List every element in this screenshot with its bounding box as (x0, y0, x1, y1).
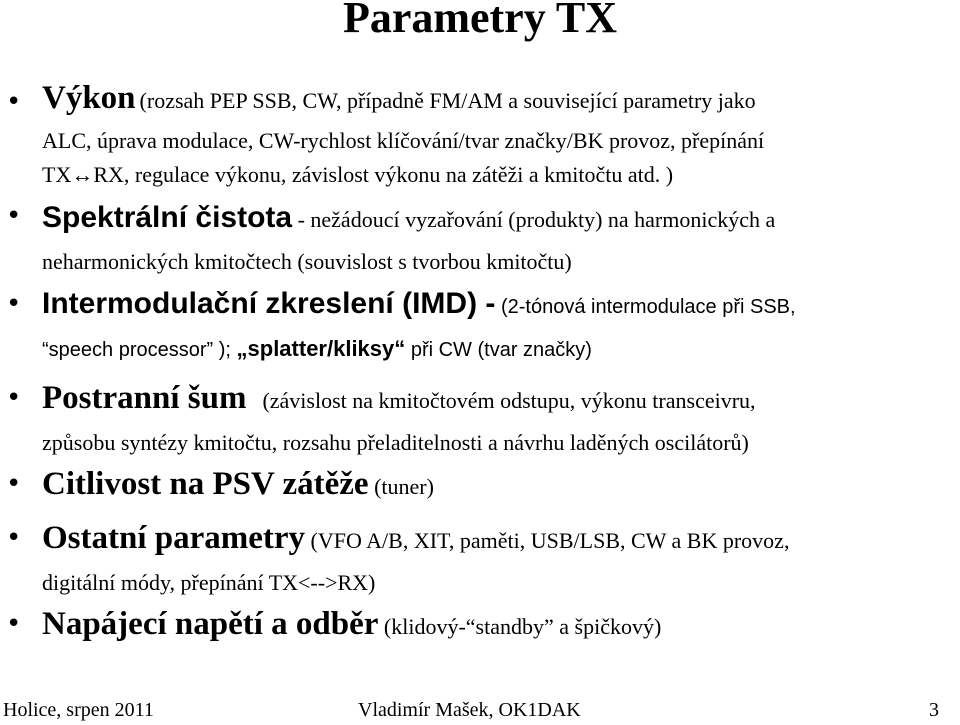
bullet-dot-icon: • (6, 523, 22, 553)
param-heading: Intermodulační zkreslení (IMD) - (42, 287, 496, 320)
param-heading: Spektrální čistota (42, 201, 293, 234)
footer-page-number: 3 (929, 699, 939, 721)
param-desc: “speech processor” ); (42, 339, 237, 361)
param-heading: Napájecí napětí a odběr (42, 606, 379, 642)
param-desc: (2-tónová intermodulace při SSB, (495, 296, 796, 318)
param-emphasis: „splatter/kliksy“ (236, 336, 406, 361)
param-item-spektralni-cistota (42, 196, 947, 279)
param-desc: při CW (tvar značky) (405, 339, 592, 361)
param-item-postranni-sum (42, 376, 947, 460)
param-desc: (závislost na kmitočtovém odstupu, výkonu transceivru, (262, 388, 756, 413)
param-desc: TX↔RX, regulace výkonu, závislost výkonu na zátěži a kmitočtu atd. ) (42, 162, 674, 187)
param-desc: (tuner) (368, 474, 434, 499)
param-desc: ALC, úprava modulace, CW-rychlost klíčování/tvar značky/BK provoz, přepínání (42, 128, 765, 153)
footer-location-date: Holice, srpen 2011 (3, 699, 154, 721)
bullet-dot-icon: • (6, 289, 22, 319)
param-heading: Citlivost na PSV zátěže (42, 466, 369, 502)
bullet-dot-icon: • (6, 201, 22, 231)
param-heading: Výkon (42, 80, 136, 116)
bullet-dot-icon: • (6, 383, 22, 413)
param-heading: Ostatní parametry (42, 520, 306, 556)
param-item-imd (42, 284, 947, 370)
param-desc: digitální módy, přepínání TX<-->RX) (42, 570, 376, 595)
footer-author: Vladimír Mašek, OK1DAK (358, 699, 581, 721)
bullet-dot-icon: • (6, 469, 22, 499)
param-desc: - nežádoucí vyzařování (produkty) na harmonických a (292, 207, 776, 232)
param-heading: Postranní šum (42, 380, 247, 416)
param-desc: (VFO A/B, XIT, paměti, USB/LSB, CW a BK provoz, (305, 528, 790, 553)
bullet-dot-icon: • (6, 609, 22, 639)
param-desc: způsobu syntézy kmitočtu, rozsahu přeladitelnosti a návrhu laděných oscilátorů) (42, 430, 749, 455)
slide-title: Parametry TX (342, 0, 618, 42)
param-item-napajeci-napeti (42, 602, 947, 652)
param-desc: (klidový-“standby” a špičkový) (378, 614, 662, 639)
param-item-citlivost-psv (42, 462, 947, 512)
param-item-ostatni-parametry (42, 516, 947, 600)
param-desc: neharmonických kmitočtech (souvislost s tvorbou kmitočtu) (42, 249, 572, 274)
param-item-vykon (42, 78, 947, 192)
param-desc: (rozsah PEP SSB, CW, případně FM/AM a související parametry jako (139, 88, 756, 113)
bullet-dot-icon: • (6, 87, 22, 117)
